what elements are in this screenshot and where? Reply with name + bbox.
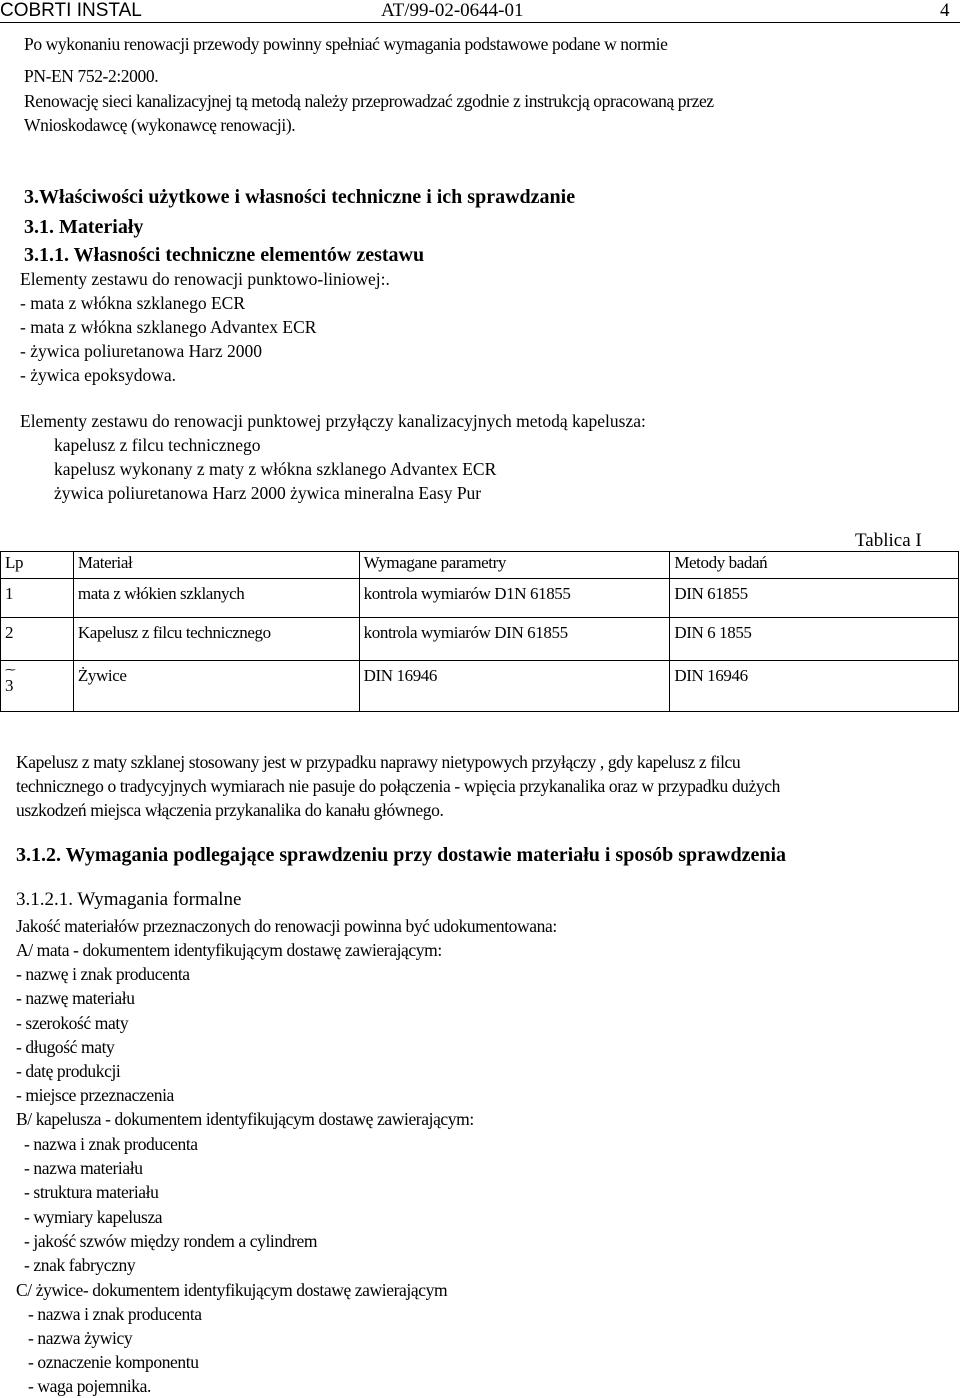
group-b-item: - jakość szwów między rondem a cylindrem (24, 1231, 318, 1251)
header-cell-methods: Metody badań (670, 552, 959, 579)
cap-intro: Elementy zestawu do renowacji punktowej przyłączy kanalizacyjnych metodą kapelusza: (20, 411, 646, 431)
note-line-3: uszkodzeń miejsca włączenia przykanalika do kanału głównego. (16, 800, 444, 820)
intro-line-1: Po wykonaniu renowacji przewody powinny spełniać wymagania podstawowe podane w normie (24, 34, 668, 54)
group-a-item: - długość maty (16, 1037, 115, 1057)
table-cell: DIN 16946 (670, 661, 959, 712)
elements-item: - żywica epoksydowa. (20, 365, 176, 385)
intro-line-4: Wnioskodawcę (wykonawcę renowacji). (24, 115, 296, 135)
group-a-item: - miejsce przeznaczenia (16, 1085, 174, 1105)
group-c-item: - oznaczenie komponentu (28, 1352, 199, 1372)
group-a-title: A/ mata - dokumentem identyfikującym dostawę zawierającym: (16, 940, 442, 960)
materials-table (0, 551, 959, 712)
section-3-heading: 3.Właściwości użytkowe i własności techniczne i ich sprawdzanie (24, 186, 576, 208)
group-b-item: - nazwa materiału (24, 1158, 143, 1178)
table-cell: kontrola wymiarów DIN 61855 (359, 618, 670, 661)
group-c-item: - nazwa żywicy (28, 1328, 133, 1348)
note-line-2: technicznego o tradycyjnych wymiarach nie pasuje do połączenia - wpięcia przykanalika oraz w przypadku dużych (16, 776, 780, 796)
table-row (1, 579, 959, 618)
group-b-item: - znak fabryczny (24, 1255, 136, 1275)
table-cell: kontrola wymiarów D1N 61855 (359, 579, 670, 618)
intro-line-3: Renowację sieci kanalizacyjnej tą metodą należy przeprowadzać zgodnie z instrukcją opracowaną przez (24, 91, 714, 111)
document-number: AT/99-02-0644-01 (381, 0, 524, 21)
table-cell (1, 661, 74, 712)
group-c-item: - waga pojemnika. (28, 1376, 151, 1396)
group-b-item: - struktura materiału (24, 1182, 159, 1202)
table-cell-lp: 3 (5, 676, 14, 695)
group-a-item: - nazwę materiału (16, 988, 135, 1008)
cap-item: kapelusz z filcu technicznego (54, 435, 261, 455)
header-cell-lp: Lp (1, 552, 74, 579)
group-b-title: B/ kapelusza - dokumentem identyfikującym dostawę zawierającym: (16, 1109, 474, 1129)
table-cell: 1 (1, 579, 74, 618)
elements-item: - mata z włókna szklanego Advantex ECR (20, 317, 317, 337)
table-header-row (1, 552, 959, 579)
note-line-1: Kapelusz z maty szklanej stosowany jest w przypadku naprawy nietypowych przyłączy , gdy kapelusz z filcu (16, 752, 741, 772)
table-row (1, 618, 959, 661)
page-header (0, 0, 960, 23)
section-3-1-2-heading: 3.1.2. Wymagania podlegające sprawdzeniu przy dostawie materiału i sposób sprawdzenia (16, 844, 787, 866)
table-cell: DIN 6 1855 (670, 618, 959, 661)
company-name: COBRTI INSTAL (0, 0, 142, 21)
section-3-1-heading: 3.1. Materiały (24, 216, 144, 238)
elements-item: - żywica poliuretanowa Harz 2000 (20, 341, 262, 361)
table-cell: Kapelusz z filcu technicznego (73, 618, 359, 661)
table-cell: 2 (1, 618, 74, 661)
table-cell: mata z włókien szklanych (73, 579, 359, 618)
group-c-item: - nazwa i znak producenta (28, 1304, 202, 1324)
header-cell-material: Materiał (73, 552, 359, 579)
table-cell: DIN 16946 (359, 661, 670, 712)
elements-intro: Elementy zestawu do renowacji punktowo-liniowej:. (20, 269, 390, 289)
intro-line-2: PN-EN 752-2:2000. (24, 66, 159, 86)
group-a-item: - szerokość maty (16, 1013, 129, 1033)
group-b-item: - nazwa i znak producenta (24, 1134, 198, 1154)
quality-intro: Jakość materiałów przeznaczonych do renowacji powinna być udokumentowana: (16, 916, 557, 936)
table-caption: Tablica I (855, 530, 922, 551)
cap-item: kapelusz wykonany z maty z włókna szklanego Advantex ECR (54, 459, 497, 479)
group-c-title: C/ żywice- dokumentem identyfikującym dostawę zawierającym (16, 1280, 448, 1300)
group-a-item: - nazwę i znak producenta (16, 964, 190, 984)
section-3-1-2-1-heading: 3.1.2.1. Wymagania formalne (16, 889, 242, 910)
group-a-item: - datę produkcji (16, 1061, 121, 1081)
table-row (1, 661, 959, 712)
group-b-item: - wymiary kapelusza (24, 1207, 163, 1227)
table-cell: Żywice (73, 661, 359, 712)
page-number: 4 (940, 0, 950, 21)
header-cell-parameters: Wymagane parametry (359, 552, 670, 579)
elements-item: - mata z włókna szklanego ECR (20, 293, 246, 313)
section-3-1-1-heading: 3.1.1. Własności techniczne elementów zestawu (24, 244, 425, 266)
cap-item: żywica poliuretanowa Harz 2000 żywica mineralna Easy Pur (54, 483, 482, 503)
table-cell: DIN 61855 (670, 579, 959, 618)
row-mark: ⁓ (5, 664, 16, 676)
